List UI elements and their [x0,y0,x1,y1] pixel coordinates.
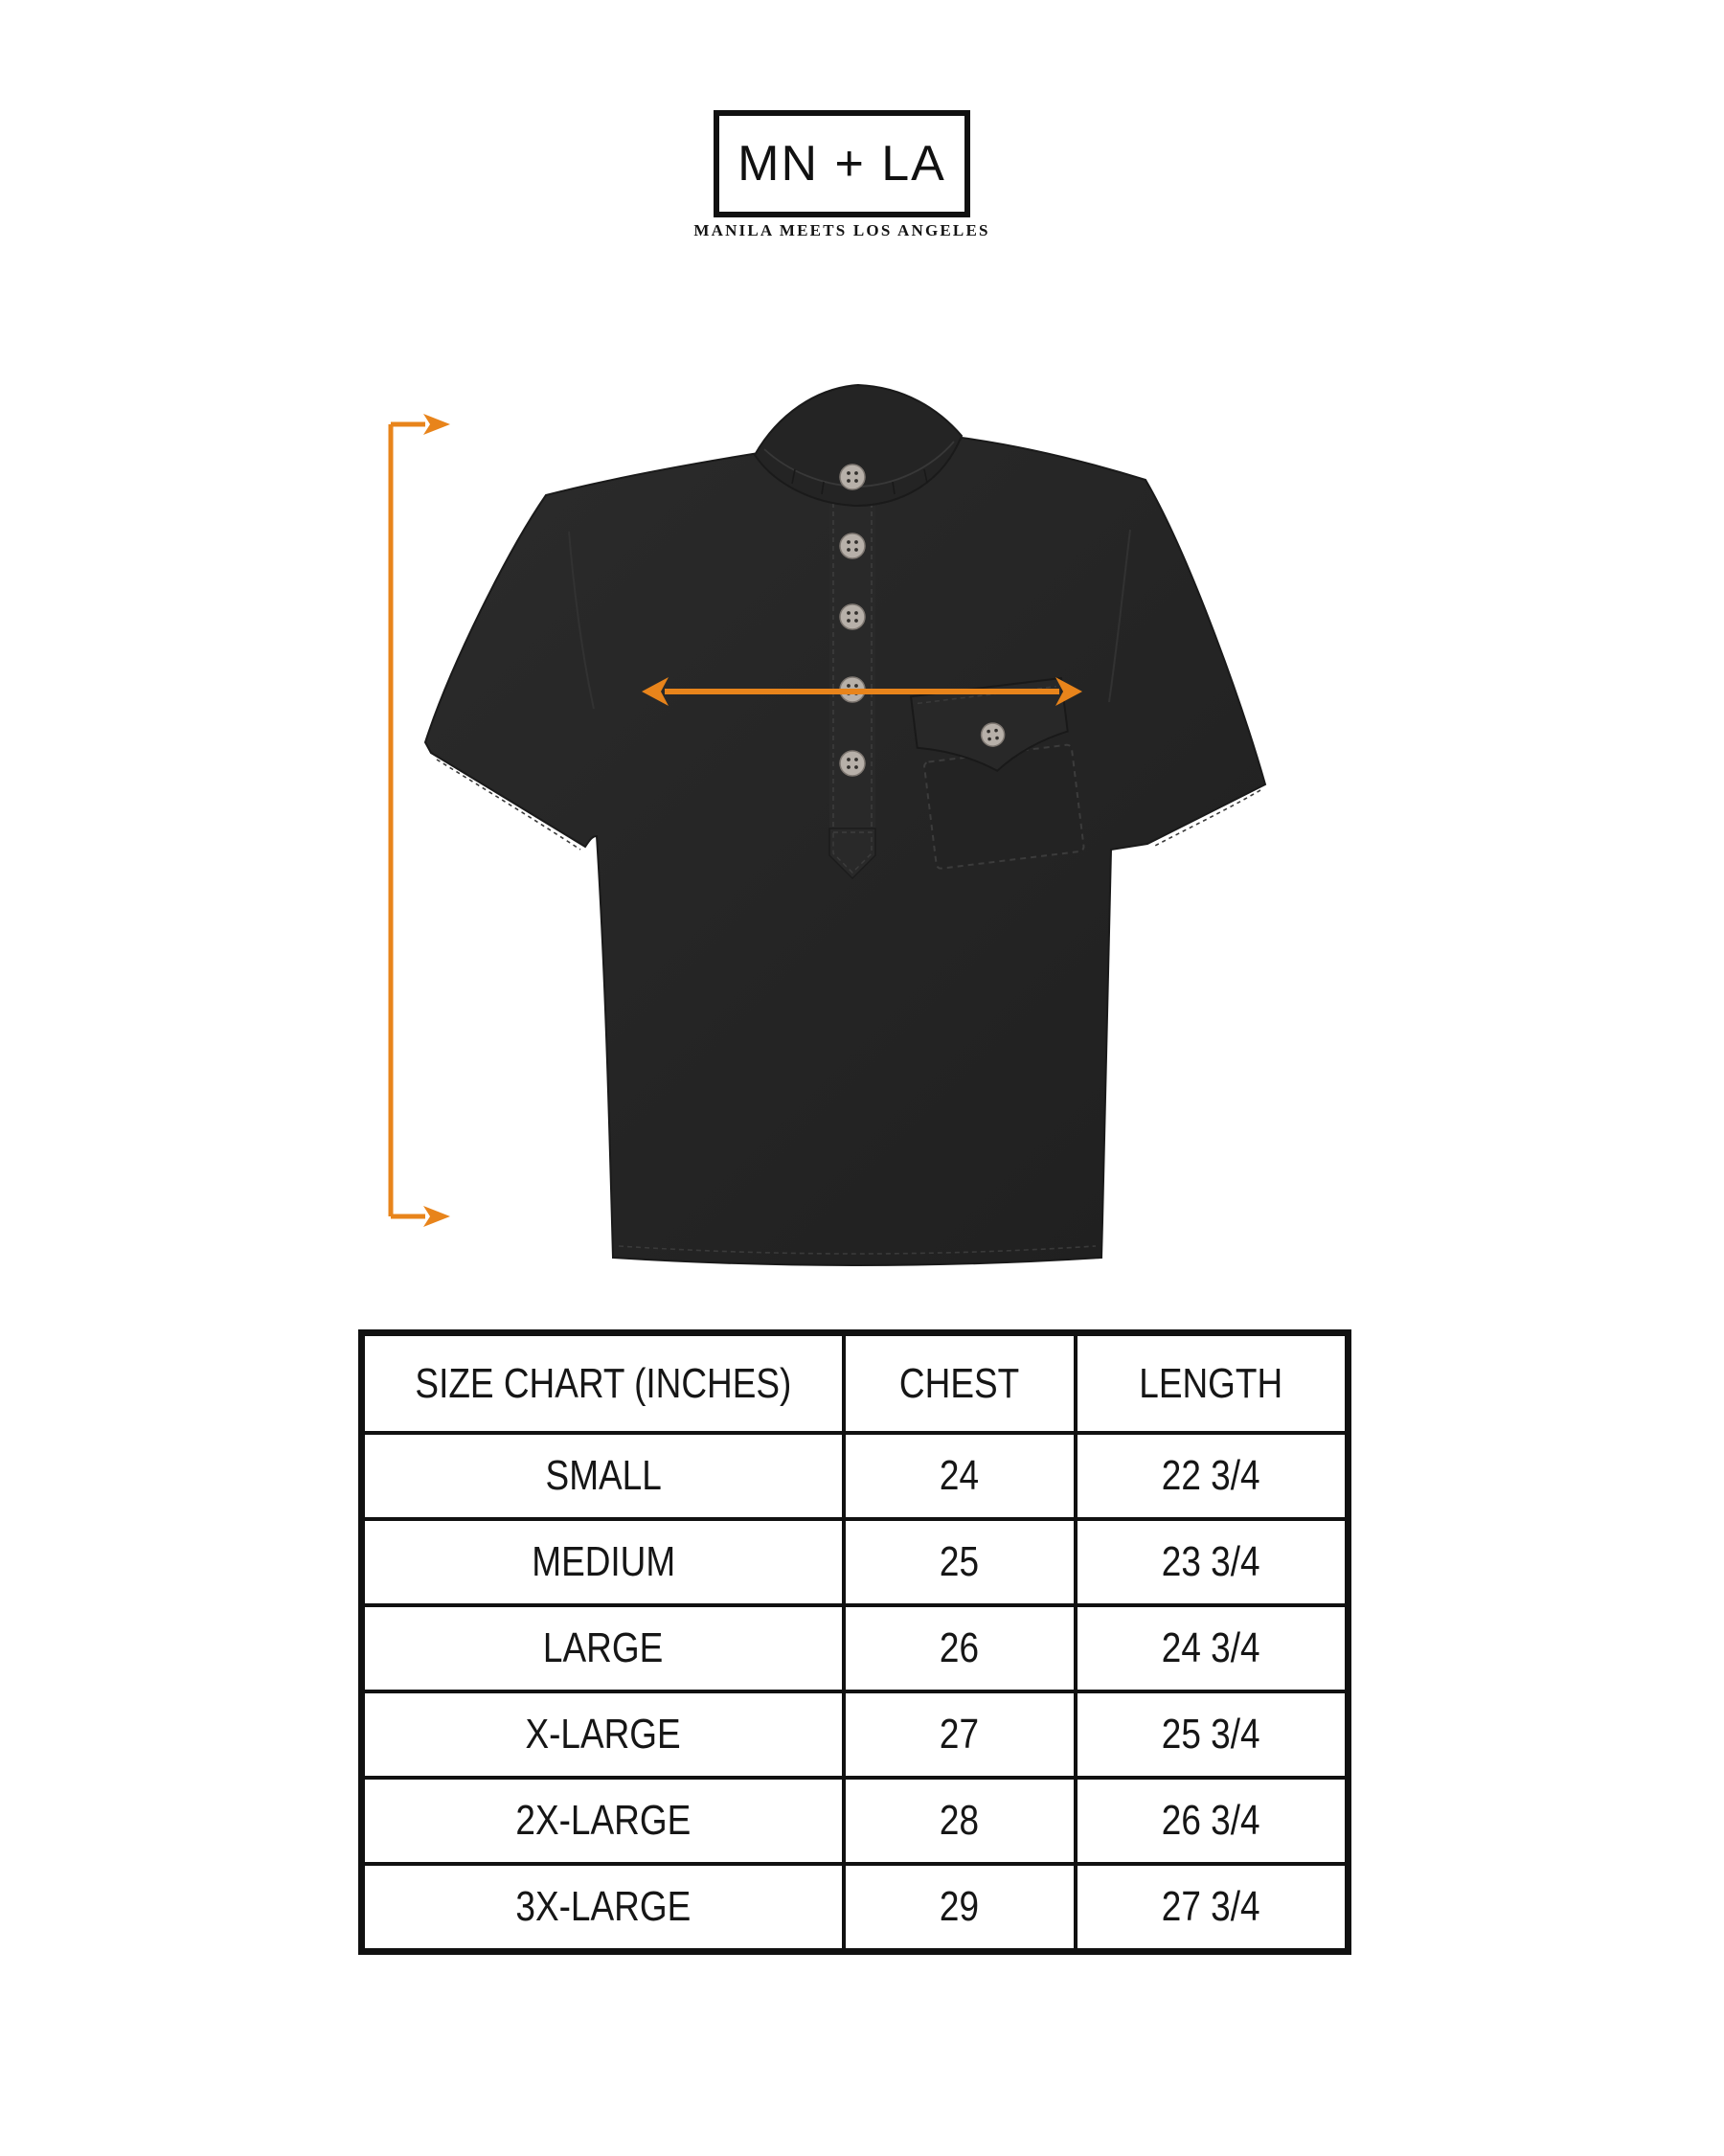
button-1 [840,465,865,489]
table-row [362,1519,1349,1605]
brand-logo-box [714,110,970,217]
chest-cell: 29 [844,1864,1076,1952]
size-cell: SMALL [362,1433,844,1519]
table-row [362,1605,1349,1691]
size-cell: 3X-LARGE [362,1864,844,1952]
length-cell: 22 3/4 [1076,1433,1349,1519]
size-cell: LARGE [362,1605,844,1691]
shirt-illustration [425,385,1265,1265]
brand-tagline: MANILA MEETS LOS ANGELES [693,221,990,239]
chest-cell: 24 [844,1433,1076,1519]
column-header-size: SIZE CHART (INCHES) [362,1333,844,1434]
shirt-graphic [364,378,1322,1283]
button-3 [840,604,865,629]
button-5 [840,751,865,776]
button-2 [840,533,865,558]
table-row [362,1433,1349,1519]
table-row [362,1864,1349,1952]
chest-cell: 28 [844,1778,1076,1864]
chest-cell: 25 [844,1519,1076,1605]
size-cell: MEDIUM [362,1519,844,1605]
size-chart-table [358,1329,1351,1955]
chest-pocket [911,678,1084,870]
size-cell: X-LARGE [362,1691,844,1778]
column-header-length: LENGTH [1076,1333,1349,1434]
table-row [362,1778,1349,1864]
length-cell: 23 3/4 [1076,1519,1349,1605]
length-cell: 27 3/4 [1076,1864,1349,1952]
length-arrow [391,414,450,1227]
brand-logo-text: MN + LA [737,136,946,192]
length-cell: 24 3/4 [1076,1605,1349,1691]
column-header-chest: CHEST [844,1333,1076,1434]
chest-cell: 27 [844,1691,1076,1778]
chest-cell: 26 [844,1605,1076,1691]
header-row [362,1333,1349,1434]
length-arrowhead-top [423,414,450,435]
table-row [362,1691,1349,1778]
length-cell: 26 3/4 [1076,1778,1349,1864]
size-cell: 2X-LARGE [362,1778,844,1864]
length-arrowhead-bottom [423,1206,450,1227]
length-cell: 25 3/4 [1076,1691,1349,1778]
